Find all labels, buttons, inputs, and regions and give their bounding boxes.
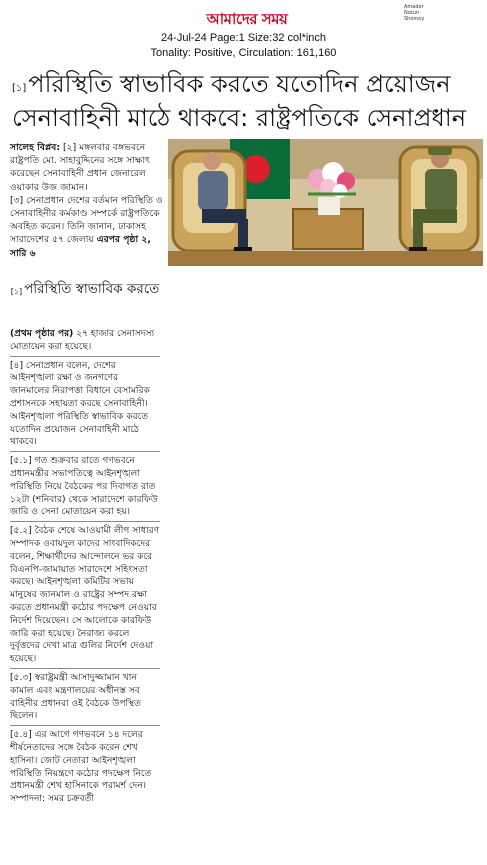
newspaper-logo: [172, 4, 425, 30]
lead-p2-text: [৩] সেনাপ্রধান দেশের বর্তমান পরিস্থিতি ও সেনাবাহিনীর কর্মকাণ্ড সম্পর্কে রাষ্ট্রপতিকে অবহিত করেন। তিনি জানান, ঢাকাসহ সারাদেশের ৫৭ জেলায়: [10, 194, 163, 246]
continuation-paragraph: [৫.২] বৈঠক শেষে আওয়ামী লীগ সাধারণ সম্পাদক ওবায়দুল কাদের সাংবাদিকদের বলেন, শিক্ষার্থীদের আন্দোলনে ভর করে বিএনপি-জামায়াত সারাদেশে সহিংসতা করছে। আইনশৃঙ্খলা কমিটির সভায় মানুষের জানমাল ও রাষ্ট্রের সম্পদ রক্ষা করতে প্রধানমন্ত্রী কঠোর পদক্ষেপ নেওয়ার নির্দেশ দিয়েছেন। সে আলোকে কারফিউ জারি করা হয়েছে। নৈরাজ্য করলে দুর্বৃত্তদের দেখা মাত্র গুলির নির্দেশ দেওয়া হয়েছে।: [10, 526, 160, 665]
continuation-tag: [১]: [10, 287, 23, 296]
continuation-paragraph: [৪] সেনাপ্রধান বলেন, দেশের আইনশৃঙ্খলা রক্ষা ও জনগণের জানমালের নিরাপত্তা বিধানে বেসামরিক প্রশাসনকে সহায়তা করছে সেনাবাহিনী। আইনশৃঙ্খলা পরিস্থিতি স্বাভাবিক করতে যতোদিন প্রয়োজন সেনাবাহিনী মাঠে থাকবে।: [10, 360, 150, 448]
continuation-body: [10, 328, 160, 806]
body-p0: ২৭ হাজার সেনাসদস্য মোতায়েন করা হয়েছে।: [10, 329, 155, 352]
lead-p1-text: [২] মঙ্গলবার বঙ্গভবনে রাষ্ট্রপতি মো. সাহাবুদ্দিনের সঙ্গে সাক্ষাৎ করেছেন সেনাবাহিনী প্রধান জেনারেল ওয়াকার উজ জামান।: [10, 142, 151, 193]
continuation-paragraph: [10, 328, 160, 354]
logo-text: আমাদের সময়: [206, 10, 288, 28]
lead-column: [10, 141, 166, 260]
continuation-title: পরিস্থিতি স্বাভাবিক করতে: [24, 281, 160, 297]
divider: [10, 356, 160, 357]
headline-text-1: পরিস্থিতি স্বাভাবিক করতে যতোদিন প্রয়োজন: [28, 70, 451, 98]
continuation-paragraph: [৫.৪] এর আগে গণভবনে ১৪ দলের শীর্ষনেতাদের সঙ্গে বৈঠক করেন শেখ হাসিনা। জোট নেতারা আইনশৃঙ্খলা পরিস্থিতি নিয়ন্ত্রণে কঠোর পদক্ষেপ নিতে প্রধানমন্ত্রী শেখ হাসিনাকে পরামর্শ দেন। সম্পাদনা: সমর চক্রবর্তী: [10, 730, 152, 805]
continuation-paragraph: [৫.১] গত শুক্রবার রাতে গণভবনে প্রধানমন্ত্রীর সভাপতিত্বে আইনশৃঙ্খলা পরিস্থিতি নিয়ে বৈঠকের পর দিবাগত রাত ১২টা (শনিবার) থেকে সারাদেশে কারফিউ জারি ও সেনা মোতায়েন করা হয়।: [10, 456, 158, 518]
lead-paragraph-2: [10, 194, 166, 260]
from-page-note: (প্রথম পৃষ্ঠার পর): [10, 329, 74, 339]
headline-line-1: [12, 69, 482, 99]
clip-meta-tonality: Tonality: Positive, Circulation: 161,160: [150, 47, 337, 59]
continuation-heading: [10, 281, 160, 298]
photo-illustration: [168, 139, 483, 266]
continuation-paragraph: [৫.৩] স্বরাষ্ট্রমন্ত্রী আসাদুজ্জামান খান কামাল এবং মন্ত্রণালয়ের অধীনস্ত সব বাহিনীর প্রধানরা ওই বৈঠকে উপস্থিত ছিলেন।: [10, 672, 141, 722]
logo-subtitle: Amader Notun Shomoy: [404, 4, 425, 22]
headline-line-2: সেনাবাহিনী মাঠে থাকবে: রাষ্ট্রপতিকে সেনাপ্রধান: [12, 104, 467, 132]
headline-tag: [১]: [12, 83, 27, 94]
divider: [10, 521, 160, 522]
divider: [10, 668, 160, 669]
divider: [10, 451, 160, 452]
masthead: [0, 0, 487, 36]
lead-paragraph-1: [10, 141, 166, 194]
news-photo: [168, 139, 483, 266]
byline: সালেহ বিপ্লব:: [10, 142, 61, 153]
divider: [10, 725, 160, 726]
clip-meta-date-size: 24-Jul-24 Page:1 Size:32 col*inch: [160, 32, 327, 44]
continue-note: এরপর পৃষ্ঠা ২, সারি ৬: [10, 234, 151, 259]
